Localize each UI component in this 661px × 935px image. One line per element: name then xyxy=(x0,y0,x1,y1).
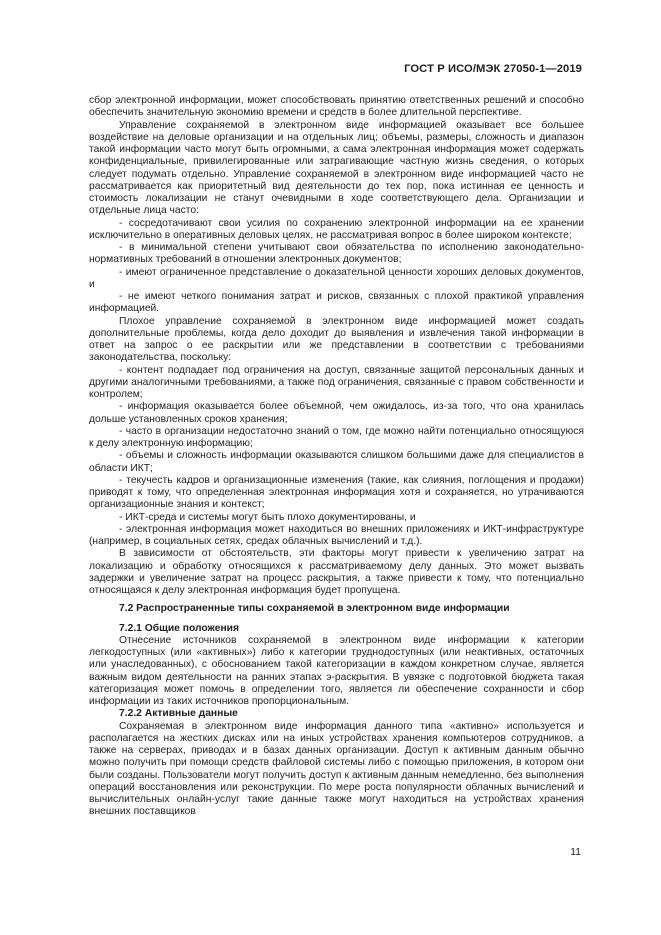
body-text xyxy=(89,95,584,819)
paragraph: Отнесение источников сохраняемой в электронном виде информации к категории легкодоступных (или «активных») либо к категории труднодоступных (или неактивных, остаточных или унаследованных), с обоснованием такой категоризации в каждом конкретном случае, является важным видом деятельности на ранних этапах э-раскрытия. В увязке с подготовкой бюджета такая категоризация может помочь в определении того, является ли обеспечение сохранности и сбор информации из таких источников пропорциональным. xyxy=(89,634,584,707)
list-item: - часто в организации недостаточно знаний о том, где можно найти потенциально относящуюся к делу электронную информацию; xyxy=(89,425,584,449)
list-item: - ИКТ-среда и системы могут быть плохо документированы, и xyxy=(119,511,416,523)
list-item: - в минимальной степени учитывают свои обязательства по исполнению законодательно-нормативных требований в отношении электронных документов; xyxy=(89,242,584,266)
list-item: - имеют ограниченное представление о доказательной ценности хороших деловых документов, и xyxy=(89,266,584,290)
paragraph: Управление сохраняемой в электронном виде информацией оказывает все большее воздействие на деловые организации и на отдельных лиц; объемы, размеры, сложность и диапазон такой информации часто могут быть огромными, а сама электронная информация может содержать конфиденциальные, привилегированные или затрагивающие частную жизнь сведения, о которых следует подумать отдельно. Управление сохраняемой в электронном виде информацией часто не рассматривается как приоритетный вид деятельности до тех пор, пока истинная ее ценность и стоимость локализации не станут очевидными в ходе соответствующего дела. Организации и отдельные лица часто: xyxy=(89,119,584,217)
list-item: - контент подпадает под ограничения на доступ, связанные защитой персональных данных и другими аналогичными требованиями, а также под ограничения, связанные с правом собственности и контролем; xyxy=(89,364,584,400)
subsection-heading: 7.2.2 Активные данные xyxy=(119,708,238,720)
standard-header: ГОСТ Р ИСО/МЭК 27050-1—2019 xyxy=(404,63,582,75)
paragraph: Плохое управление сохраняемой в электронном виде информацией может создать дополнительные проблемы, когда дело доходит до выявления и извлечения такой информации в ответ на запрос о ее раскрытии или же представлении в соответствии с требованиями законодательства, поскольку: xyxy=(89,315,584,364)
paragraph: сбор электронной информации, может способствовать принятию ответственных решений и способно обеспечить значительную экономию времени и средств в более длительной перспективе. xyxy=(89,95,584,119)
list-item: - сосредотачивают свои усилия по сохранению электронной информации на ее хранении исключительно в оперативных деловых целях, не рассматривая вопрос в более широком контексте; xyxy=(89,217,584,241)
section-heading: 7.2 Распространенные типы сохраняемой в электронном виде информации xyxy=(119,603,510,615)
list-item: - электронная информация может находиться во внешних приложениях и ИКТ-инфраструктуре (например, в социальных сетях, средах облачных вычислений и т.д.). xyxy=(89,523,584,547)
list-item: - текучесть кадров и организационные изменения (такие, как слияния, поглощения и продажи) приводят к тому, что определенная электронная информация хотя и сохраняется, но утрачиваются организационные знания и контекст; xyxy=(89,474,584,511)
paragraph: В зависимости от обстоятельств, эти факторы могут привести к увеличению затрат на локализацию и обработку относящихся к рассматриваемому делу данных. Это может вызвать задержки и увеличение затрат на процесс раскрытия, а также привести к тому, что потенциально относящаяся к делу электронная информация будет пропущена. xyxy=(89,548,584,596)
list-item: - объемы и сложность информации оказываются слишком большими даже для специалистов в области ИКТ; xyxy=(89,450,584,474)
paragraph: Сохраняемая в электронном виде информация данного типа «активно» используется и располагается на жестких дисках или на иных устройствах хранения компьютеров сотрудников, а также на серверах, приводах и в базах данных организации. Доступ к активным данным обычно можно получить при помощи средств файловой системы либо с помощью приложения, в котором они были созданы. Пользователи могут получить доступ к активным данным немедленно, без выполнения операций восстановления или реконструкции. По мере роста популярности облачных вычислений и вычислительных онлайн-услуг такие данные также могут находиться на устройствах хранения внешних поставщиков xyxy=(89,720,584,818)
list-item: - не имеют четкого понимания затрат и рисков, связанных с плохой практикой управления информацией. xyxy=(89,291,584,315)
list-item: - информация оказывается более объемной, чем ожидалось, из-за того, что она хранилась дольше установленных сроков хранения; xyxy=(89,401,584,425)
page-number: 11 xyxy=(570,847,581,858)
subsection-heading: 7.2.1 Общие положения xyxy=(119,622,239,634)
